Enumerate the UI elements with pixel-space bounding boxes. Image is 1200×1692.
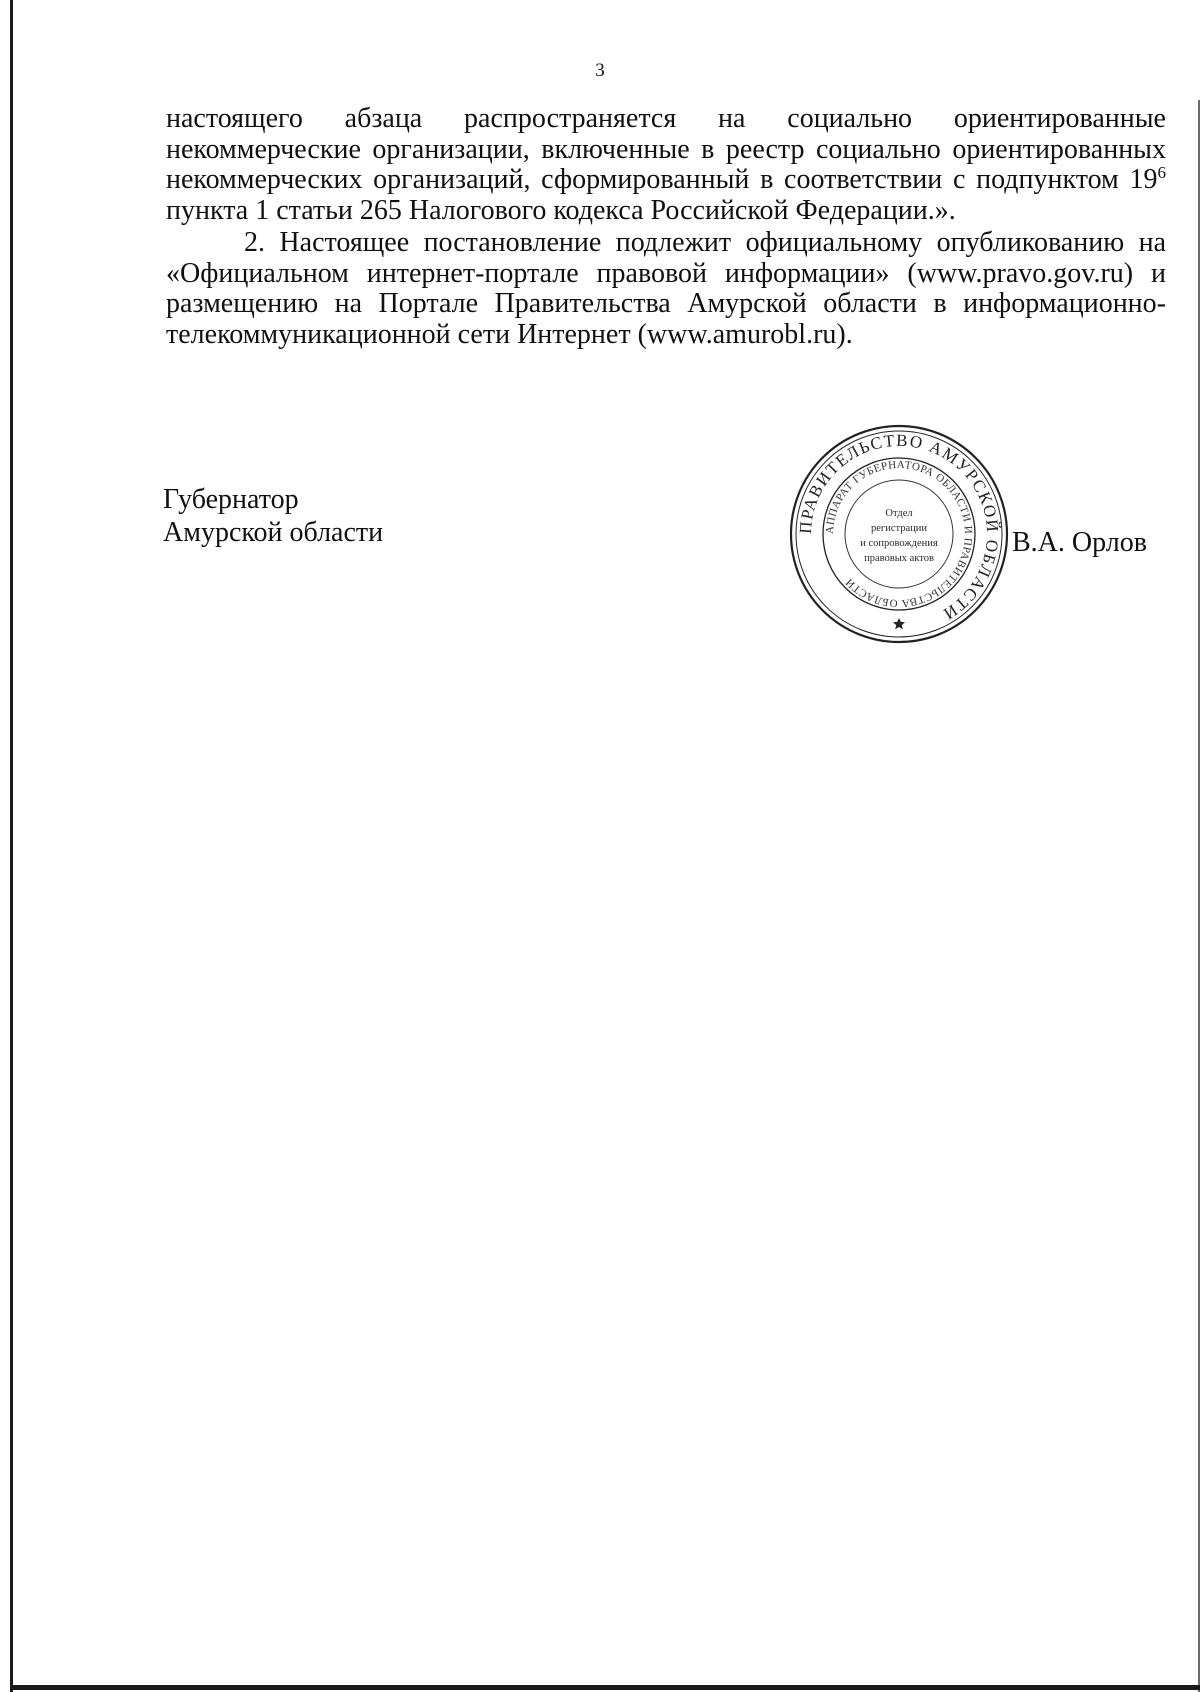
stamp-star-icon <box>893 618 905 629</box>
scan-edge-left <box>10 0 13 1692</box>
paragraph-2: 2. Настоящее постановление подлежит официальному опубликованию на «Официальном интернет-портале правовой информации» (www.pravo.gov.ru) и размещению на Портале Правительства Амурской области в информационно-телекоммуникационной сети Интернет (www.amurobl.ru). <box>166 227 1166 350</box>
paragraph-1-lead: настоящего абзаца распространяется на социально ориентированные некоммерческие организации, включенные в реестр социально ориентированных некоммерческих организаций, сформированный в соответствии с подпунктом 19 <box>166 103 1166 195</box>
official-stamp <box>786 421 1012 647</box>
stamp-center-line-3: и сопровождения <box>860 538 938 549</box>
scan-edge-bottom <box>10 1685 1200 1690</box>
stamp-center-line-1: Отдел <box>885 508 913 519</box>
signatory-title-line-1: Губернатор <box>163 484 299 515</box>
paragraph-1-tail: пункта 1 статьи 265 Налогового кодекса Российской Федерации.». <box>166 194 956 226</box>
stamp-center-line-2: регистрации <box>871 523 927 534</box>
signatory-title <box>163 483 383 549</box>
stamp-inner-ring-text: АППАРАТ ГУБЕРНАТОРА ОБЛАСТИ И ПРАВИТЕЛЬСТВА ОБЛАСТИ <box>823 458 975 610</box>
page-number: 3 <box>595 60 605 81</box>
stamp-seal-graphic <box>786 421 1012 647</box>
document-body <box>166 104 1166 350</box>
stamp-outer-ring-text: ПРАВИТЕЛЬСТВО АМУРСКОЙ ОБЛАСТИ <box>795 430 1003 625</box>
stamp-center-line-4: правовых актов <box>864 553 934 564</box>
signatory-title-line-2: Амурской области <box>163 517 384 548</box>
signatory-name: В.А. Орлов <box>1012 527 1147 558</box>
paragraph-1-superscript: 6 <box>1157 163 1166 182</box>
paragraph-1 <box>166 104 1166 226</box>
